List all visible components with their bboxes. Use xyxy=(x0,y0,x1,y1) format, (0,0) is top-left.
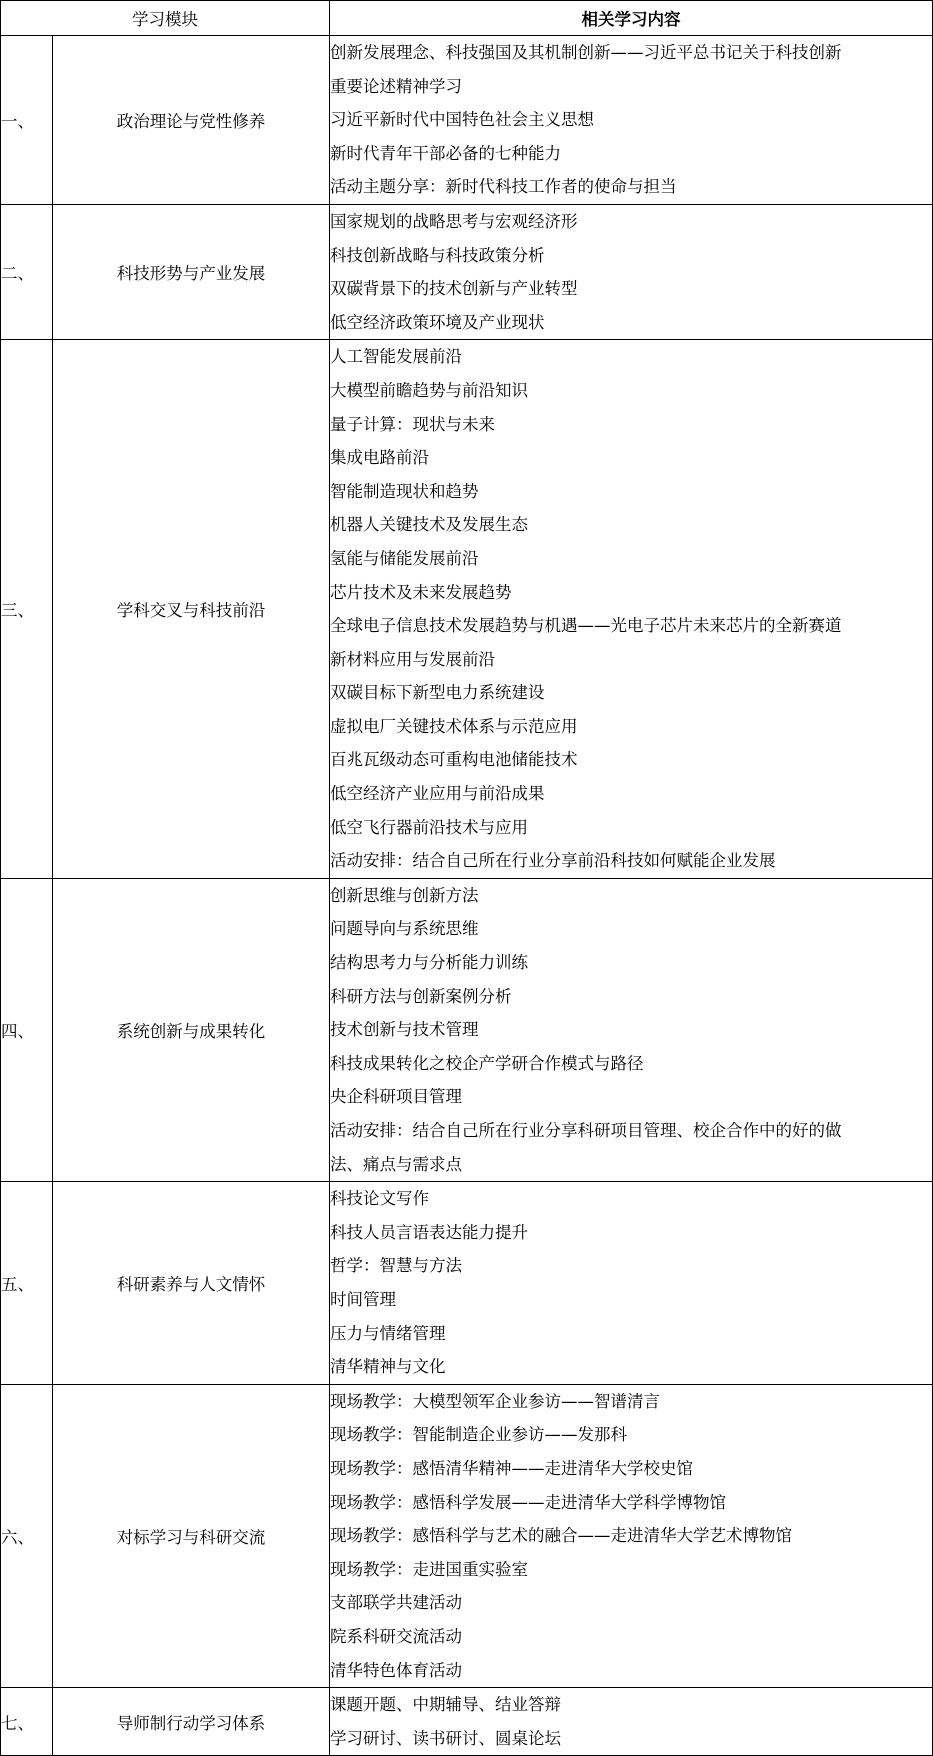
content-item: 大模型前瞻趋势与前沿知识 xyxy=(330,380,528,400)
content-item: 央企科研项目管理 xyxy=(330,1087,462,1107)
content-item: 全球电子信息技术发展趋势与机遇——光电子芯片未来芯片的全新赛道 xyxy=(330,616,842,636)
content-item: 习近平新时代中国特色社会主义思想 xyxy=(330,110,594,130)
section-module-name: 系统创新与成果转化 xyxy=(53,878,330,1181)
section-row xyxy=(1,36,933,205)
section-number: 一、 xyxy=(1,36,53,205)
content-item: 量子计算：现状与未来 xyxy=(330,414,495,434)
content-item: 压力与情绪管理 xyxy=(330,1323,446,1343)
section-row xyxy=(1,1182,933,1385)
content-item: 课题开题、中期辅导、结业答辩 xyxy=(330,1695,561,1715)
section-content-list xyxy=(330,1384,933,1687)
section-row xyxy=(1,878,933,1181)
content-item: 新材料应用与发展前沿 xyxy=(330,649,495,669)
content-item: 创新思维与创新方法 xyxy=(330,885,479,905)
content-item: 学习研讨、读书研讨、圆桌论坛 xyxy=(330,1728,561,1748)
content-item: 科技创新战略与科技政策分析 xyxy=(330,245,545,265)
section-number: 三、 xyxy=(1,340,53,879)
content-item: 双碳目标下新型电力系统建设 xyxy=(330,683,545,703)
section-content-list xyxy=(330,204,933,339)
section-number: 七、 xyxy=(1,1688,53,1756)
section-module-name: 科研素养与人文情怀 xyxy=(53,1182,330,1385)
section-module-name: 科技形势与产业发展 xyxy=(53,204,330,339)
content-item: 百兆瓦级动态可重构电池储能技术 xyxy=(330,750,578,770)
content-item: 支部联学共建活动 xyxy=(330,1593,462,1613)
content-item: 现场教学：智能制造企业参访——发那科 xyxy=(330,1425,627,1445)
content-item: 问题导向与系统思维 xyxy=(330,919,479,939)
section-number: 二、 xyxy=(1,204,53,339)
content-item: 双碳背景下的技术创新与产业转型 xyxy=(330,279,578,299)
content-item: 低空飞行器前沿技术与应用 xyxy=(330,817,528,837)
content-item: 活动安排：结合自己所在行业分享科研项目管理、校企合作中的好的做 xyxy=(330,1121,842,1140)
content-column-header: 相关学习内容 xyxy=(330,1,933,36)
section-module-name: 政治理论与党性修养 xyxy=(53,36,330,205)
content-item: 现场教学：感悟科学与艺术的融合——走进清华大学艺术博物馆 xyxy=(330,1526,792,1546)
content-item: 现场教学：感悟科学发展——走进清华大学科学博物馆 xyxy=(330,1492,726,1512)
content-item: 现场教学：大模型领军企业参访——智谱清言 xyxy=(330,1391,660,1411)
section-row xyxy=(1,204,933,339)
module-column-header: 学习模块 xyxy=(1,1,330,36)
content-item: 芯片技术及未来发展趋势 xyxy=(330,582,512,602)
table-body xyxy=(1,36,933,1756)
content-item: 清华精神与文化 xyxy=(330,1357,446,1377)
section-row xyxy=(1,1384,933,1687)
content-item: 时间管理 xyxy=(330,1289,396,1309)
content-item: 哲学：智慧与方法 xyxy=(330,1256,462,1276)
content-item: 创新发展理念、科技强国及其机制创新——习近平总书记关于科技创新 xyxy=(330,43,842,62)
content-item: 虚拟电厂关键技术体系与示范应用 xyxy=(330,716,578,736)
section-row xyxy=(1,1688,933,1756)
section-content-list xyxy=(330,340,933,879)
content-item: 科技人员言语表达能力提升 xyxy=(330,1222,528,1242)
content-item: 现场教学：走进国重实验室 xyxy=(330,1559,528,1579)
content-item: 法、痛点与需求点 xyxy=(330,1154,462,1174)
section-number: 五、 xyxy=(1,1182,53,1385)
content-item: 低空经济产业应用与前沿成果 xyxy=(330,784,545,804)
content-item: 科技论文写作 xyxy=(330,1189,429,1209)
section-number: 六、 xyxy=(1,1384,53,1687)
content-item: 清华特色体育活动 xyxy=(330,1660,462,1680)
content-item: 院系科研交流活动 xyxy=(330,1626,462,1646)
section-content-list xyxy=(330,1688,933,1756)
content-item: 活动安排：结合自己所在行业分享前沿科技如何赋能企业发展 xyxy=(330,851,776,871)
section-module-name: 对标学习与科研交流 xyxy=(53,1384,330,1687)
section-module-name: 学科交叉与科技前沿 xyxy=(53,340,330,879)
content-item: 结构思考力与分析能力训练 xyxy=(330,953,528,973)
content-item: 氢能与储能发展前沿 xyxy=(330,548,479,568)
section-number: 四、 xyxy=(1,878,53,1181)
content-item: 科技成果转化之校企产学研合作模式与路径 xyxy=(330,1053,644,1073)
section-content-list xyxy=(330,36,933,205)
content-item: 新时代青年干部必备的七种能力 xyxy=(330,143,561,163)
content-item: 现场教学：感悟清华精神——走进清华大学校史馆 xyxy=(330,1458,693,1478)
content-item: 低空经济政策环境及产业现状 xyxy=(330,312,545,332)
content-item: 人工智能发展前沿 xyxy=(330,347,462,367)
content-item: 技术创新与技术管理 xyxy=(330,1020,479,1040)
content-item: 活动主题分享：新时代科技工作者的使命与担当 xyxy=(330,177,677,197)
section-content-list xyxy=(330,878,933,1181)
section-module-name: 导师制行动学习体系 xyxy=(53,1688,330,1756)
content-item: 机器人关键技术及发展生态 xyxy=(330,515,528,535)
header-row xyxy=(1,1,933,36)
content-item: 科研方法与创新案例分析 xyxy=(330,986,512,1006)
content-item: 重要论述精神学习 xyxy=(330,76,462,96)
section-row xyxy=(1,340,933,879)
content-item: 国家规划的战略思考与宏观经济形 xyxy=(330,211,578,231)
content-item: 智能制造现状和趋势 xyxy=(330,481,479,501)
content-item: 集成电路前沿 xyxy=(330,448,429,468)
section-content-list xyxy=(330,1182,933,1385)
